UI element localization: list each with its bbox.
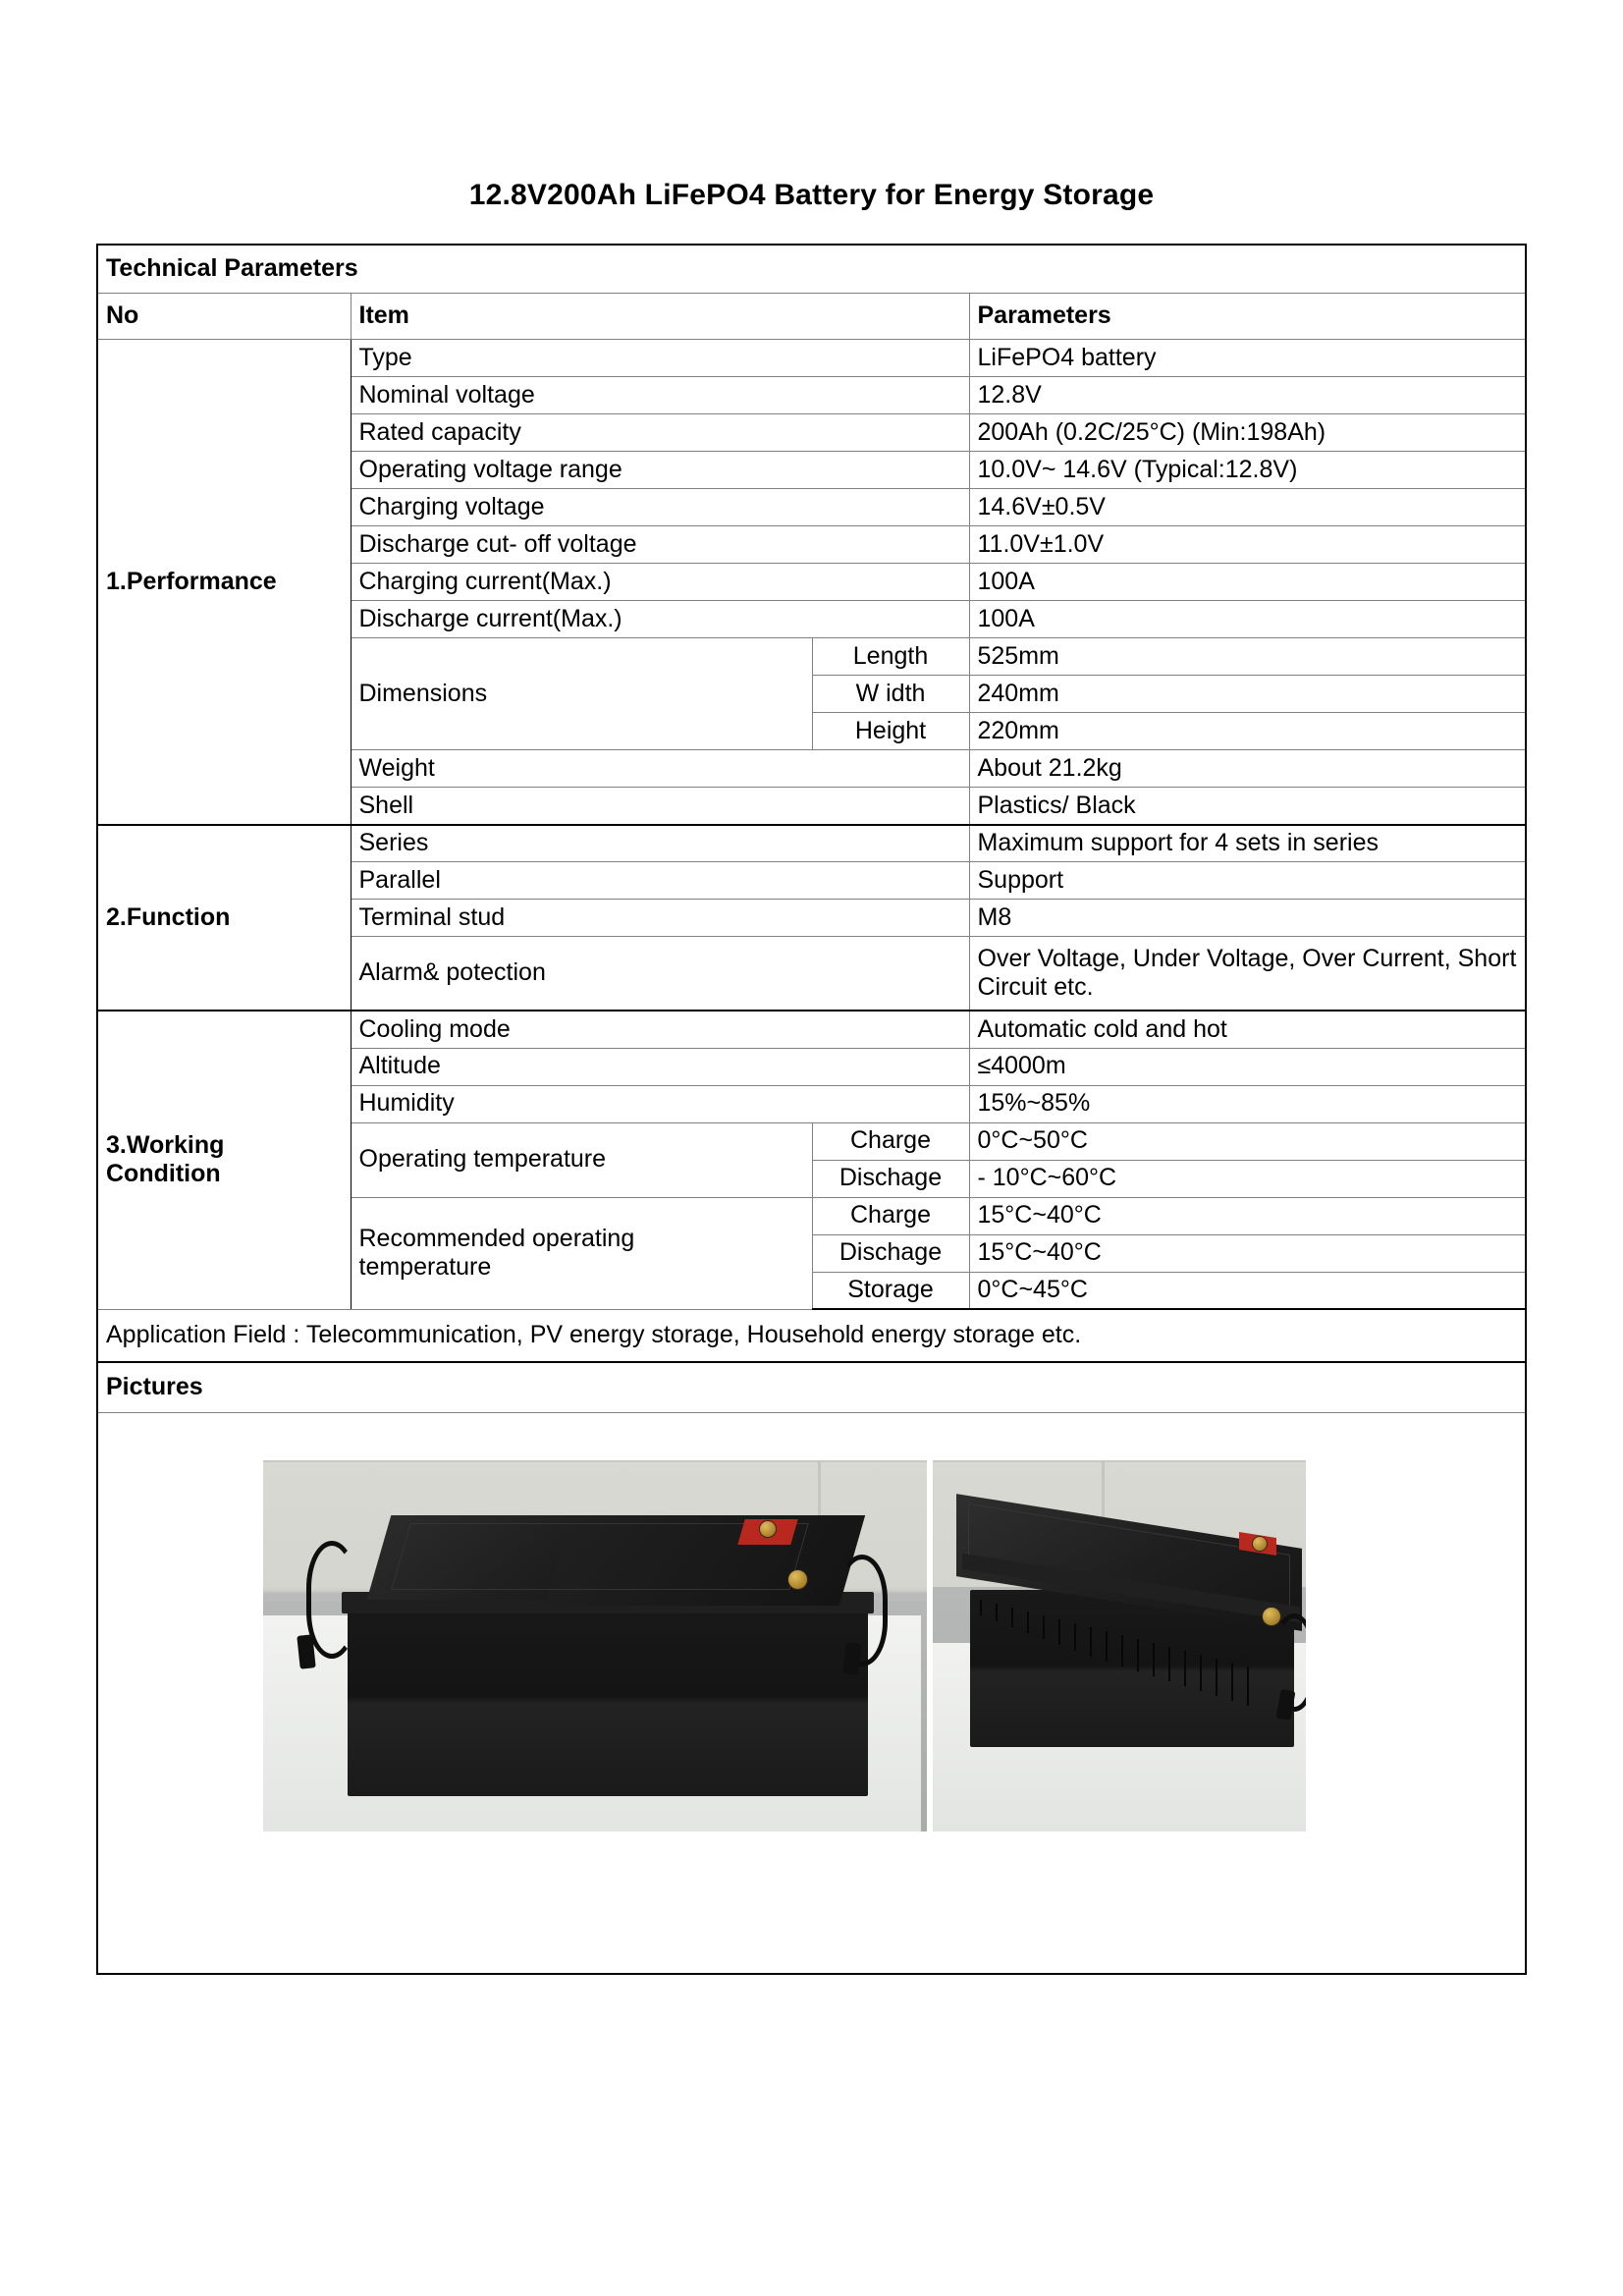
vent-rib	[1184, 1651, 1186, 1686]
item-recommended-operating-temperature	[351, 1197, 812, 1309]
battery-photo-angled-right	[933, 1460, 1306, 1831]
pictures-body-row	[97, 1413, 1526, 1975]
specification-table	[96, 244, 1527, 1975]
vent-rib	[1011, 1608, 1013, 1627]
vent-rib	[1090, 1627, 1092, 1657]
item-type: Type	[351, 340, 969, 377]
param-dimension-length: 525mm	[969, 638, 1526, 676]
application-field-text: Application Field : Telecommunication, PV energy storage, Household energy storage etc.	[97, 1309, 1526, 1362]
param-recommended-discharge: 15°C~40°C	[969, 1234, 1526, 1272]
sub-dimension-length: Length	[812, 638, 969, 676]
connector-plug-right	[842, 1642, 861, 1674]
column-header-item: Item	[351, 294, 969, 340]
item-nominal-voltage: Nominal voltage	[351, 377, 969, 414]
column-header-no: No	[97, 294, 351, 340]
pictures-header: Pictures	[97, 1362, 1526, 1413]
vent-rib	[996, 1604, 998, 1621]
battery-photo-front-left	[263, 1460, 927, 1831]
sub-dimension-width: W idth	[812, 676, 969, 713]
param-humidity: 15%~85%	[969, 1085, 1526, 1122]
param-operating-temp-discharge: - 10°C~60°C	[969, 1160, 1526, 1197]
vent-rib	[1231, 1663, 1233, 1701]
vent-rib	[1106, 1631, 1108, 1662]
vent-rib	[1043, 1615, 1045, 1639]
negative-terminal	[788, 1570, 807, 1589]
sub-dimension-height: Height	[812, 713, 969, 750]
item-rated-capacity: Rated capacity	[351, 414, 969, 452]
item-operating-voltage-range: Operating voltage range	[351, 452, 969, 489]
param-dimension-height: 220mm	[969, 713, 1526, 750]
table-column-header-row	[97, 294, 1526, 340]
item-dimensions: Dimensions	[351, 638, 812, 750]
sub-operating-temp-charge: Charge	[812, 1122, 969, 1160]
vent-rib	[1200, 1655, 1202, 1691]
sub-recommended-discharge: Dischage	[812, 1234, 969, 1272]
param-recommended-storage: 0°C~45°C	[969, 1272, 1526, 1309]
param-discharge-cutoff-voltage: 11.0V±1.0V	[969, 526, 1526, 564]
param-weight: About 21.2kg	[969, 750, 1526, 788]
positive-terminal	[760, 1521, 776, 1537]
param-charging-current-max: 100A	[969, 564, 1526, 601]
vent-rib	[1168, 1647, 1170, 1681]
table-row	[97, 1011, 1526, 1048]
application-field-row	[97, 1309, 1526, 1362]
item-shell: Shell	[351, 788, 969, 825]
param-charging-voltage: 14.6V±0.5V	[969, 489, 1526, 526]
vent-rib	[1247, 1667, 1249, 1706]
negative-terminal	[1263, 1608, 1280, 1625]
vent-rib	[1216, 1659, 1217, 1696]
handle-strap-left	[306, 1541, 357, 1659]
param-recommended-charge: 15°C~40°C	[969, 1197, 1526, 1234]
item-recommended-line2: temperature	[358, 1253, 492, 1281]
item-recommended-line1: Recommended operating	[358, 1224, 635, 1252]
param-rated-capacity: 200Ah (0.2C/25°C) (Min:198Ah)	[969, 414, 1526, 452]
vent-rib	[1153, 1643, 1155, 1676]
section-label-line2: Condition	[106, 1160, 221, 1188]
param-alarm-protection: Over Voltage, Under Voltage, Over Current, Short Circuit etc.	[969, 937, 1526, 1011]
positive-terminal	[1253, 1537, 1267, 1551]
item-charging-current-max: Charging current(Max.)	[351, 564, 969, 601]
handle-strap-right	[837, 1555, 888, 1667]
item-discharge-current-max: Discharge current(Max.)	[351, 601, 969, 638]
vent-rib	[1137, 1639, 1139, 1671]
param-altitude: ≤4000m	[969, 1048, 1526, 1085]
param-cooling-mode: Automatic cold and hot	[969, 1011, 1526, 1048]
param-discharge-current-max: 100A	[969, 601, 1526, 638]
param-nominal-voltage: 12.8V	[969, 377, 1526, 414]
item-series: Series	[351, 825, 969, 862]
sub-operating-temp-discharge: Dischage	[812, 1160, 969, 1197]
vent-rib	[1121, 1635, 1123, 1667]
param-terminal-stud: M8	[969, 900, 1526, 937]
item-operating-temperature: Operating temperature	[351, 1122, 812, 1197]
pictures-header-row	[97, 1362, 1526, 1413]
item-weight: Weight	[351, 750, 969, 788]
section-label-performance: 1.Performance	[97, 340, 351, 825]
table-section-header-row	[97, 245, 1526, 294]
section-label-line1: 3.Working	[106, 1130, 225, 1159]
param-dimension-width: 240mm	[969, 676, 1526, 713]
item-discharge-cutoff-voltage: Discharge cut- off voltage	[351, 526, 969, 564]
param-operating-temp-charge: 0°C~50°C	[969, 1122, 1526, 1160]
param-series: Maximum support for 4 sets in series	[969, 825, 1526, 862]
param-type: LiFePO4 battery	[969, 340, 1526, 377]
item-parallel: Parallel	[351, 862, 969, 900]
connector-plug-left	[297, 1634, 315, 1668]
table-row	[97, 825, 1526, 862]
table-row	[97, 340, 1526, 377]
param-shell: Plastics/ Black	[969, 788, 1526, 825]
vent-rib	[1074, 1623, 1076, 1651]
section-label-function: 2.Function	[97, 825, 351, 1011]
sub-recommended-storage: Storage	[812, 1272, 969, 1309]
page-title: 12.8V200Ah LiFePO4 Battery for Energy Storage	[468, 179, 1155, 211]
vent-rib	[1058, 1619, 1060, 1645]
vent-rib	[1027, 1612, 1029, 1633]
item-terminal-stud: Terminal stud	[351, 900, 969, 937]
column-header-parameters: Parameters	[969, 294, 1526, 340]
technical-parameters-header: Technical Parameters	[97, 245, 1526, 294]
item-altitude: Altitude	[351, 1048, 969, 1085]
section-label-working-condition	[97, 1011, 351, 1309]
item-cooling-mode: Cooling mode	[351, 1011, 969, 1048]
item-charging-voltage: Charging voltage	[351, 489, 969, 526]
item-alarm-protection: Alarm& potection	[351, 937, 969, 1011]
pictures-container	[106, 1413, 1517, 1973]
param-parallel: Support	[969, 862, 1526, 900]
sub-recommended-charge: Charge	[812, 1197, 969, 1234]
item-humidity: Humidity	[351, 1085, 969, 1122]
param-operating-voltage-range: 10.0V~ 14.6V (Typical:12.8V)	[969, 452, 1526, 489]
battery-case-body	[348, 1604, 868, 1796]
vent-rib	[980, 1600, 982, 1615]
